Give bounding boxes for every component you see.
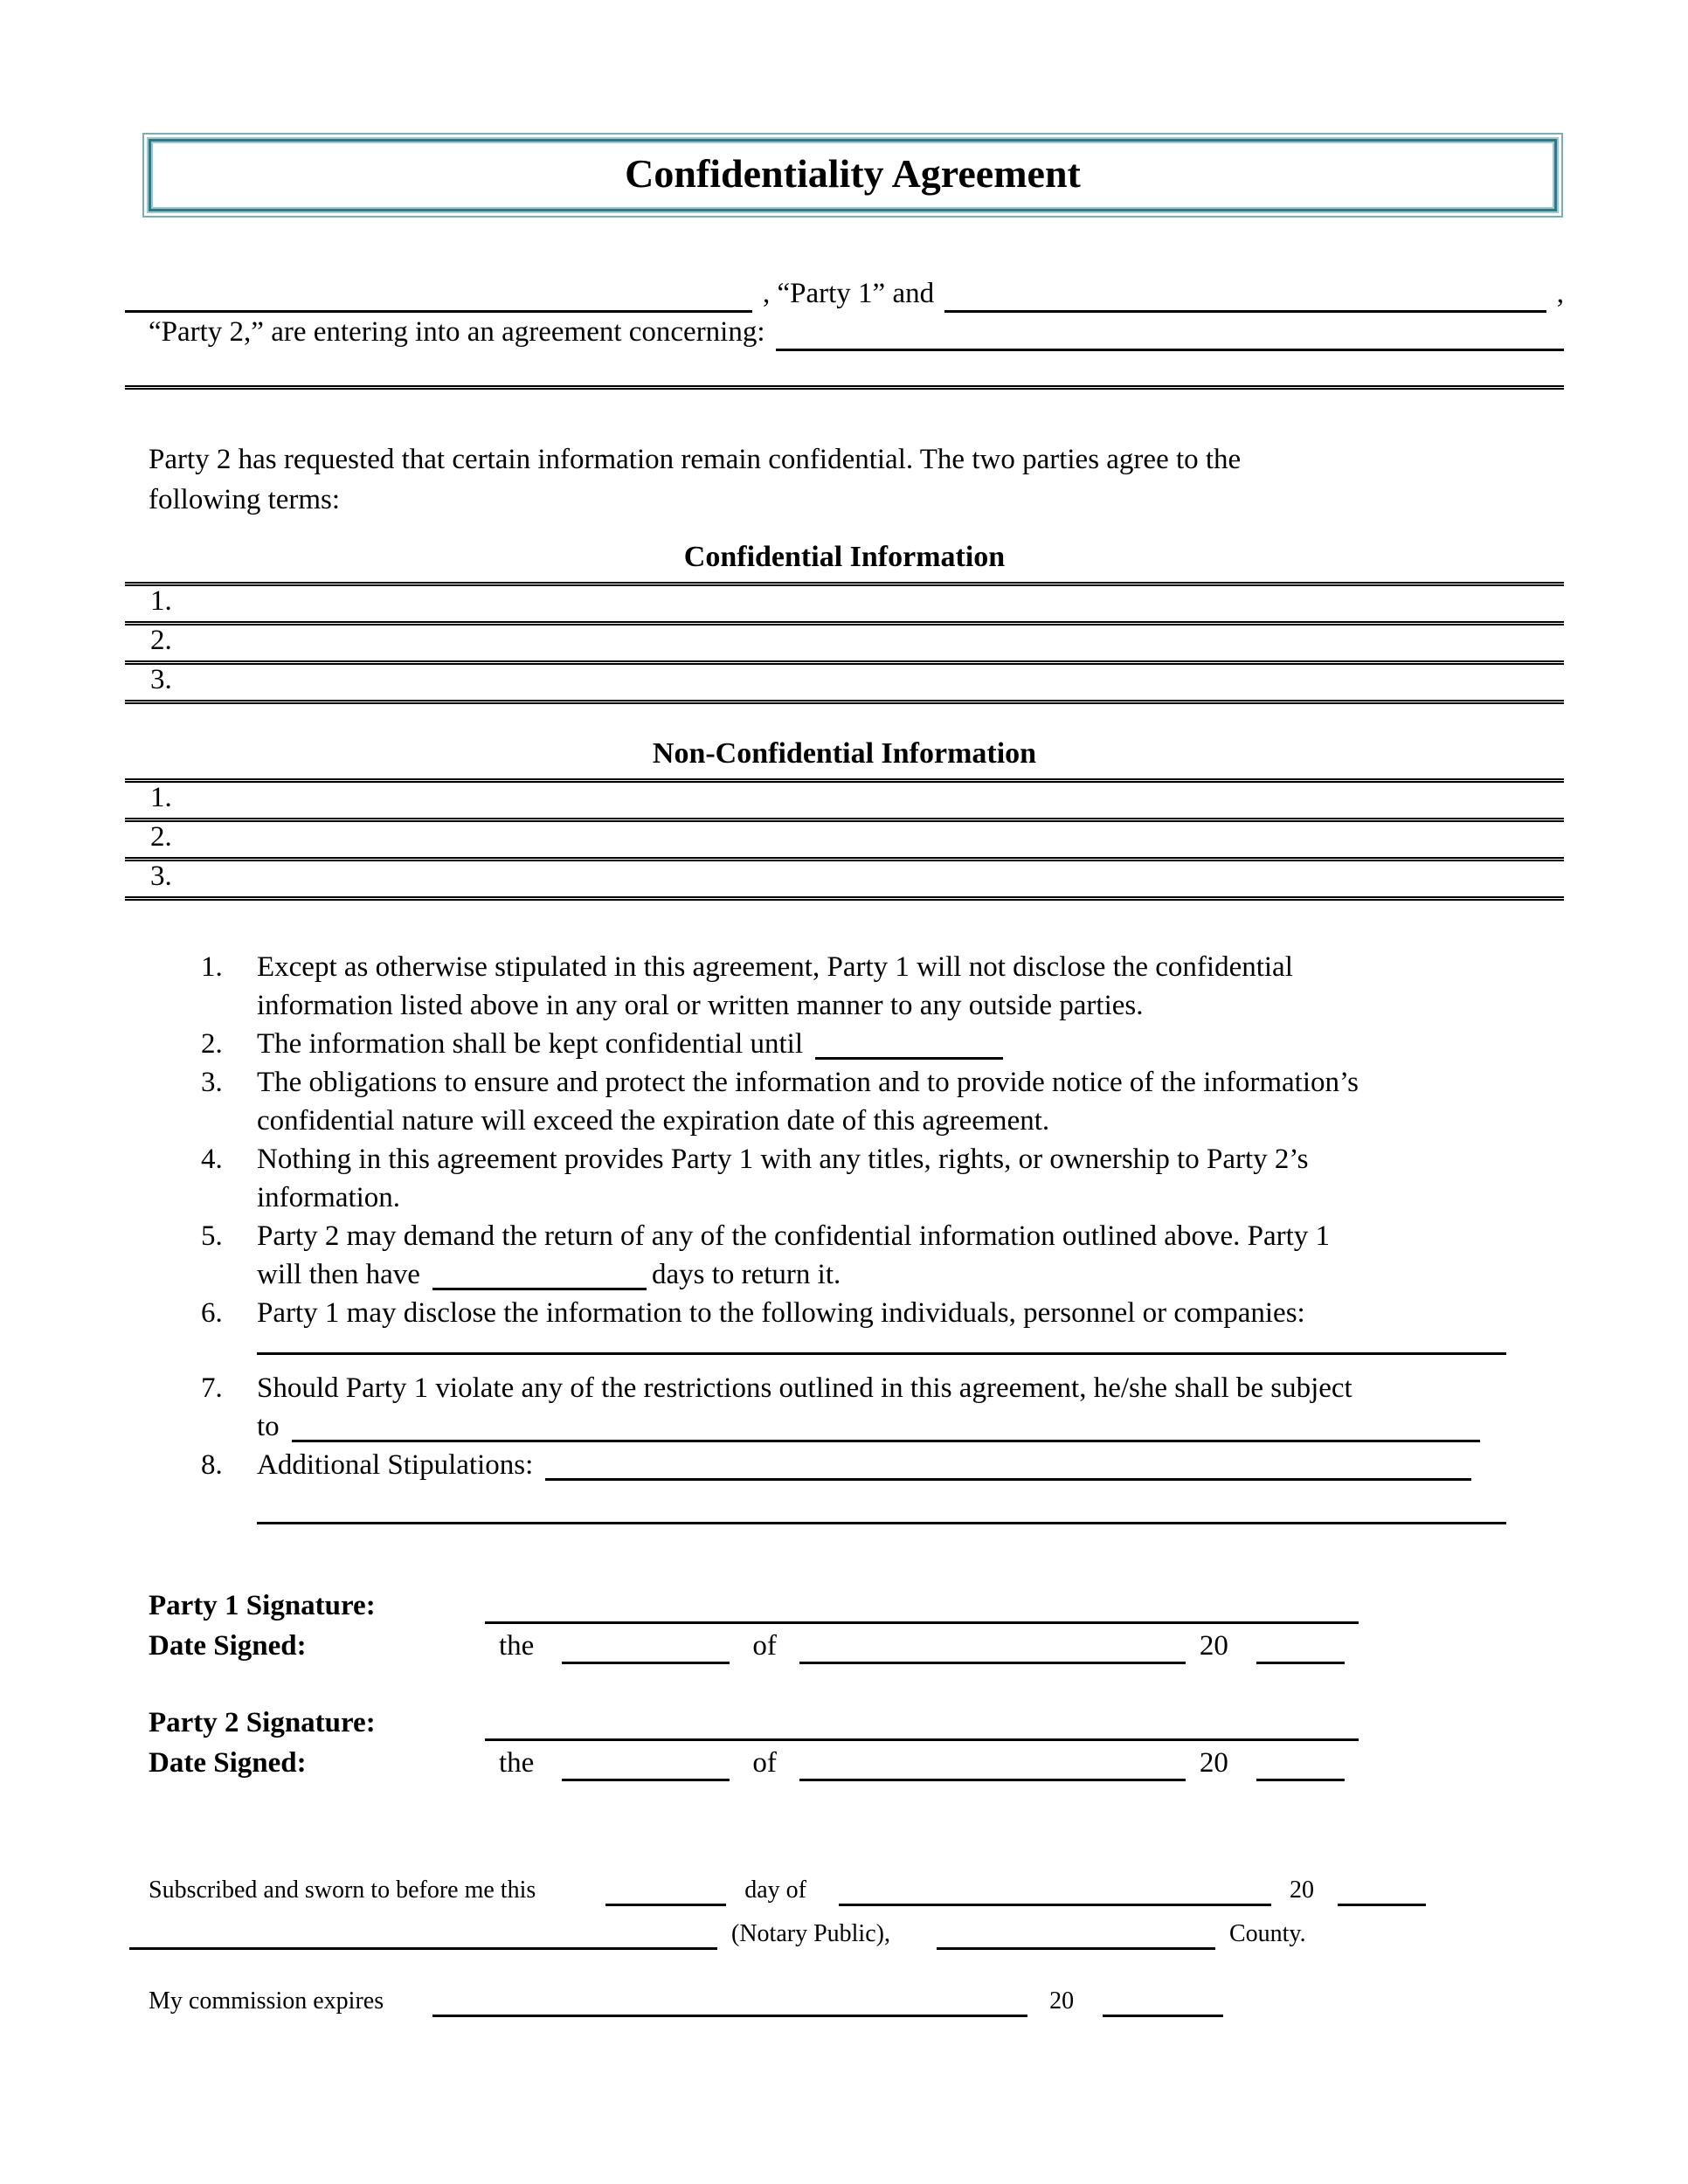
the-label: the (499, 1747, 535, 1779)
term-number: 3. (201, 1067, 223, 1098)
days-to-return-blank[interactable] (432, 1288, 647, 1290)
non-confidential-information-section (125, 736, 1564, 901)
term-5-line-2-pre: will then have (257, 1259, 420, 1290)
party1-signature-row (149, 1590, 1564, 1624)
notary-sworn-row (149, 1878, 1581, 1906)
party1-label: , “Party 1” and (763, 278, 935, 309)
term-4-line-1: Nothing in this agreement provides Party 1 with any titles, rights, or ownership to Party 2’s (257, 1144, 1309, 1175)
term-7-line-1: Should Party 1 violate any of the restrictions outlined in this agreement, he/she shall be subject (257, 1372, 1352, 1404)
row-number: 3. (150, 664, 172, 695)
commission-row (149, 1989, 1581, 2017)
party1-date-row (149, 1630, 1564, 1664)
term-number: 5. (201, 1220, 223, 1252)
term-6 (201, 1294, 1564, 1355)
commission-year-blank[interactable] (1103, 1989, 1223, 2017)
term-number: 7. (201, 1372, 223, 1404)
notary-name-row (129, 1922, 1581, 1950)
term-4-line-2: information. (257, 1182, 401, 1213)
request-paragraph (149, 439, 1564, 520)
non-confidential-item-1-blank[interactable] (125, 783, 1564, 822)
non-confidential-item-3-blank[interactable] (125, 861, 1564, 901)
disclosure-recipients-blank[interactable] (257, 1332, 1506, 1355)
party2-month-blank[interactable] (799, 1752, 1186, 1781)
party2-signature-label: Party 2 Signature: (149, 1707, 376, 1738)
row-number: 2. (150, 625, 172, 656)
party2-signature-blank[interactable] (485, 1710, 1359, 1741)
notary-month-blank[interactable] (839, 1878, 1271, 1906)
request-paragraph-line-2: following terms: (149, 484, 341, 515)
of-label: of (752, 1747, 777, 1779)
row-number: 2. (150, 821, 172, 853)
row-number: 1. (150, 782, 172, 813)
term-number: 8. (201, 1449, 223, 1481)
day-of-label: day of (744, 1876, 807, 1904)
commission-date-blank[interactable] (432, 1989, 1027, 2017)
party2-date-signed-label: Date Signed: (149, 1747, 307, 1779)
term-1-line-2: information listed above in any oral or written manner to any outside parties. (257, 990, 1144, 1021)
notary-year-blank[interactable] (1338, 1878, 1426, 1906)
term-3-line-1: The obligations to ensure and protect the information and to provide notice of the information’s (257, 1067, 1359, 1098)
term-number: 2. (201, 1028, 223, 1060)
non-confidential-item-2-blank[interactable] (125, 822, 1564, 861)
notary-public-label: (Notary Public), (731, 1920, 890, 1947)
term-7-line-2-pre: to (257, 1411, 280, 1442)
violation-consequence-blank[interactable] (292, 1440, 1480, 1442)
request-paragraph-line-1: Party 2 has requested that certain information remain confidential. The two parties agree to the (149, 444, 1242, 475)
term-8 (201, 1446, 1564, 1524)
term-6-text: Party 1 may disclose the information to the following individuals, personnel or companies: (257, 1297, 1305, 1329)
term-1 (201, 948, 1564, 1025)
trailing-comma: , (1556, 278, 1564, 309)
commission-expires-text: My commission expires (149, 1987, 384, 2015)
confidential-section-heading: Confidential Information (125, 540, 1564, 586)
term-5 (201, 1217, 1564, 1294)
term-number: 1. (201, 951, 223, 983)
year-prefix: 20 (1199, 1630, 1228, 1662)
term-4 (201, 1140, 1564, 1217)
term-3 (201, 1063, 1564, 1140)
party2-day-blank[interactable] (562, 1752, 730, 1781)
year-prefix: 20 (1199, 1747, 1228, 1779)
confidential-item-1-blank[interactable] (125, 586, 1564, 625)
intro-line-2 (125, 316, 1564, 351)
party2-line-text: “Party 2,” are entering into an agreement concerning: (149, 316, 765, 348)
term-7 (201, 1369, 1564, 1446)
party1-signature-blank[interactable] (485, 1593, 1359, 1624)
of-label: of (752, 1630, 777, 1662)
term-2 (201, 1025, 1564, 1063)
term-5-line-1: Party 2 may demand the return of any of the confidential information outlined above. Party 1 (257, 1220, 1330, 1252)
agreement-subject-blank[interactable] (776, 316, 1564, 351)
term-8-text: Additional Stipulations: (257, 1449, 534, 1481)
party1-day-blank[interactable] (562, 1635, 730, 1664)
sworn-statement-text: Subscribed and sworn to before me this (149, 1876, 536, 1904)
confidential-item-3-blank[interactable] (125, 665, 1564, 704)
term-2-text: The information shall be kept confidential until (257, 1028, 804, 1060)
year-prefix: 20 (1290, 1876, 1315, 1904)
party2-date-row (149, 1747, 1564, 1781)
party1-month-blank[interactable] (799, 1635, 1186, 1664)
the-label: the (499, 1630, 535, 1662)
notary-day-blank[interactable] (605, 1878, 726, 1906)
notary-section (149, 1878, 1581, 2017)
county-label: County. (1228, 1920, 1306, 1947)
term-5-line-2-post: days to return it. (651, 1259, 841, 1290)
title-frame (142, 133, 1563, 218)
confidential-item-2-blank[interactable] (125, 625, 1564, 665)
party1-year-blank[interactable] (1256, 1635, 1345, 1664)
county-name-blank[interactable] (937, 1922, 1215, 1950)
row-number: 1. (150, 585, 172, 617)
party1-date-signed-label: Date Signed: (149, 1630, 307, 1662)
additional-stipulations-continuation-blank[interactable] (257, 1502, 1506, 1524)
term-number: 6. (201, 1297, 223, 1329)
additional-stipulations-blank[interactable] (545, 1478, 1471, 1481)
confidential-information-section (125, 540, 1564, 704)
term-1-line-1: Except as otherwise stipulated in this agreement, Party 1 will not disclose the confidential (257, 951, 1293, 983)
terms-list (201, 948, 1564, 1524)
party1-name-blank[interactable] (125, 276, 752, 313)
party2-year-blank[interactable] (1256, 1752, 1345, 1781)
term-3-line-2: confidential nature will exceed the expiration date of this agreement. (257, 1105, 1050, 1137)
term-number: 4. (201, 1144, 223, 1175)
row-number: 3. (150, 860, 172, 892)
agreement-subject-continuation-blank[interactable] (125, 354, 1564, 390)
year-prefix: 20 (1049, 1987, 1075, 2015)
party1-signature-label: Party 1 Signature: (149, 1590, 376, 1621)
intro-line-1 (125, 276, 1564, 313)
page-title: Confidentiality Agreement (625, 151, 1081, 196)
confidential-until-blank[interactable] (815, 1057, 1003, 1060)
party2-name-blank[interactable] (944, 276, 1546, 313)
party2-signature-row (149, 1707, 1564, 1741)
notary-name-blank[interactable] (129, 1922, 717, 1950)
signature-section (149, 1590, 1564, 1781)
non-confidential-section-heading: Non-Confidential Information (125, 736, 1564, 783)
